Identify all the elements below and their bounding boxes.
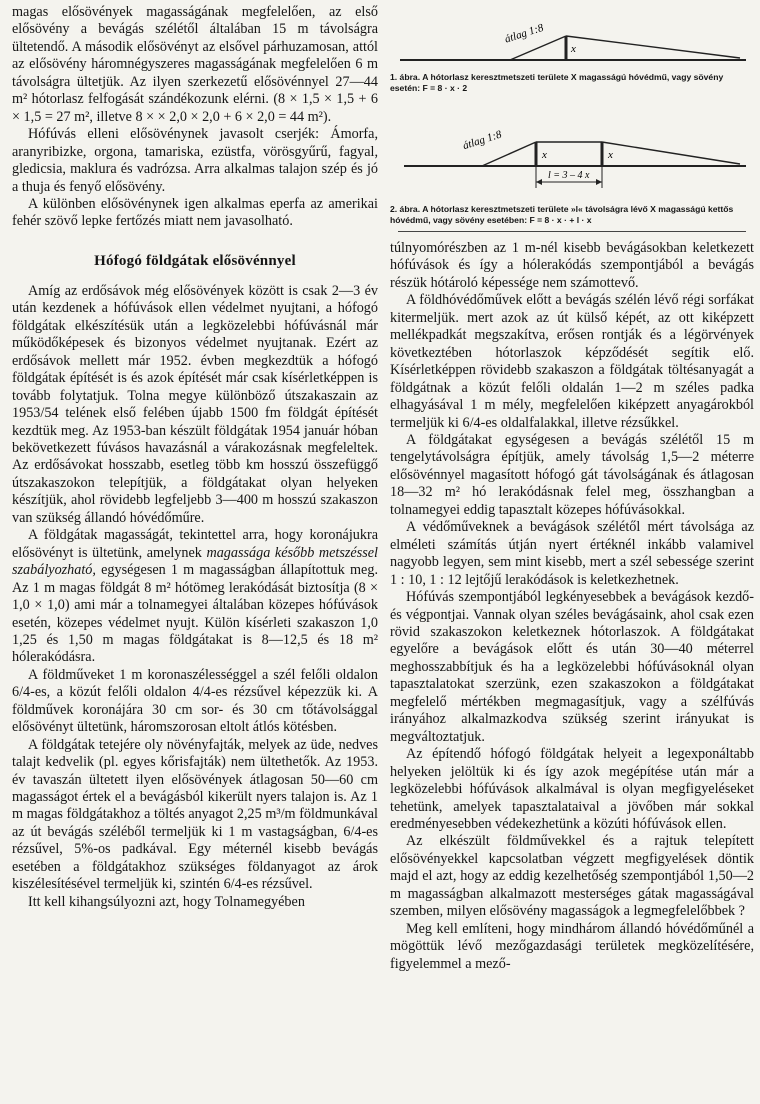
- figure-2-diagram: [390, 108, 754, 204]
- caption-text: A hótorlasz keresztmetszeti területe X magasságú hóvédmű, vagy sövény esetén:: [390, 72, 724, 93]
- paragraph-part: A földgátak magasságát, tekintettel arra, hogy koronájukra elősövényt is ültetünk, amelynek: [12, 527, 378, 561]
- figure-2-caption: [390, 204, 754, 225]
- caption-number: 1. ábra.: [390, 72, 421, 82]
- fig2-dimension-label: l = 3 – 4 x: [548, 170, 590, 181]
- caption-formula: F = 8 · x · + l · x: [529, 214, 592, 225]
- fig2-slope-label: átlag 1:8: [461, 128, 504, 153]
- paragraph: Az építendő hófogó földgátak helyeit a legexponáltabb helyeken jelöltük ki és így azok megépítése után már a legközelebbi hófúvások alkalmával is olyan megfigyeléseket tehetünk, amelyek tapasztalataival a jövőben már sokkal eredményesebben védekezhetünk a közúti hófúvások ellen.: [390, 746, 754, 832]
- left-column: [12, 4, 378, 911]
- paragraph: [12, 527, 378, 667]
- paragraph: A különben elősövénynek igen alkalmas eperfa az amerikai fehér szövő lepke fertőzés miatt nem javasolható.: [12, 195, 378, 230]
- figure-separator: [398, 231, 746, 232]
- paragraph: A védőműveknek a bevágások szélétől mért távolsága az elméleti számítás útján nyert értéknél inkább valamivel nagyobb legyen, sem mint kisebb, mert a szél sebessége szerint 1 : 10, 1 : 12 lejtőjű lerakódások is keletkezhetnek.: [390, 519, 754, 588]
- paragraph: Meg kell említeni, hogy mindhárom állandó hóvédőműnél a mögöttük lévő mezőgazdasági területek megközelítésére, figyelemmel a mező-: [390, 920, 754, 972]
- paragraph: Hófúvás szempontjából legkényesebbek a bevágások kezdő- és végpontjai. Vannak olyan széles bevágásaink, ahol csak ezen rövid szakaszokon keletkeznek hótorlaszok. A földgátakat egyelőre a bevágások előtt és után 30—40 méterrel meghosszabbítjuk és ha a legközelebbi hófúvásoknál olyan tapasztalatokat szerzünk, ezen szakaszokon a földgátakat megfelelő mértékben megmagasítjuk, vagy a szélfúvás irányához alkalmazkodva szükség szerint irányukat is megváltoztatjuk.: [390, 589, 754, 745]
- caption-formula: F = 8 · x · 2: [422, 82, 468, 93]
- figure-1-diagram: [390, 4, 754, 72]
- paragraph: A földgátak tetejére oly növényfajták, melyek az üde, nedves talajt kedvelik (pl. egyes kőrisfajták) nem ültethetők. Az 1953. év tavaszán ültetett ilyen elősövények átlagosan 50—60 cm magasságot értek el a bevágásból kikerült nyers talajon is. Az 1 m magas földgátakhoz a töltés anyagot 2,25 m³/m földmunkával az út bevágás széléből termeljük ki 1 m vastagságban, 6/4-es rézsűvel, 5%-os padkával. Egy méternél kisebb bevágás esetében a földgátakhoz szükséges földanyagot az árok kiszélesítésével termeljük ki, szintén 6/4-es rézsűvel.: [12, 736, 378, 893]
- paragraph: Az elkészült földművekkel és a rajtuk telepített elősövényekkel kapcsolatban végzett megfigyelések döntik majd el azt, hogy az eddig kezelhetőség szempontjából 1,50—2 m magasságban alkalmazott mesterséges gátak magasságával szemben, milyen elősövény magasságok a legmegfelelőbbek ?: [390, 833, 754, 920]
- paragraph: túlnyomórészben az 1 m-nél kisebb bevágásokban keletkezett hófúvások és így a hólerakódás szempontjából a bevágás részük hótároló képessége nem számottevő.: [390, 240, 754, 291]
- paragraph: Amíg az erdősávok még elősövények között is csak 2—3 év után kezdenek a hófúvások ellen védelmet nyujtani, a hófogó földgátak elkészítésük után a legközelebbi hófúvásnál már működőképesek és bizonyos védelmet nyujtanak. Ezért az erdősávok mellett már 1952. évben megkezdtük a hófogó földgátak építését is és azok építését már csak kísérletképpen is tovább folytatjuk. Tolna megye különböző útszakaszain az 1953/54 telének első felében újabb 1500 fm földgát építését kezdtük meg. Az 1953-ban készült földgátak 1954 január hóban bekövetkezett fúvásos havazásnál a várakozásnak megfeleltek. Az erdősávokat hosszabb, esetleg több km hosszú összefüggő útszakaszokon telepítjük, a földgátakat olyan helyeken készítjük, ahol rövidebb legfeljebb 3—400 m hosszú szakaszon van szükség állandó hóvédőműre.: [12, 282, 378, 526]
- paragraph: A földhóvédőművek előtt a bevágás szélén lévő régi sorfákat kitermeljük. mert azok az út külső képét, az ott kiképzett mellékpadkát megszakítva, erősen rontják és a légörvények következtében hótorlaszok képződését segítik elő. Kísérletképpen rövidebb szakaszon a földgátak töltésanyagát a földgátnak a közút felőli oldalán 1—2 m széles padka elhagyásával 1 m mély, megfelelően kiképzett anyagárokból termeljük ki 6/4-es oldalfalakkal, illetve rézsűkkel.: [390, 292, 754, 431]
- figure-2: [390, 108, 754, 240]
- figure-1: [390, 4, 754, 100]
- paragraph: A földgátakat egységesen a bevágás szélétől 15 m tengelytávolságra építjük, amely távolság 1,5—2 méterre elősövénnyel magasított hófogó gát távolságának és átlagosan 18—32 m² hó lerakódásnak felel meg, összhangban a tolnamegyei eddig tapasztalt közepes hófúvásokkal.: [390, 431, 754, 518]
- paragraph: Hófúvás elleni elősövénynek javasolt cserjék: Ámorfa, aranyribizke, orgona, tamariska, ezüstfa, vörösgyűrű, fagyal, gledicsia, maklura és vadrózsa. Arra alkalmas talajon szép és jó a thuja és fenyő elősövény.: [12, 126, 378, 195]
- paragraph: A földműveket 1 m koronaszélességgel a szél felőli oldalon 6/4-es, a közút felőli oldalon 4/4-es rézsűvel képezzük ki. A földművek koronájára 30 cm sor- és 30 cm tőtávolsággal elősövényt ültetünk, háromszorosan eltolt átlós kötésben.: [12, 666, 378, 736]
- fig2-x2-label: x: [608, 149, 613, 161]
- emphasis-text: magassága később metszéssel szabályozható,: [12, 544, 378, 579]
- paragraph: Itt kell kihangsúlyozni azt, hogy Tolnamegyében: [28, 893, 305, 910]
- fig1-slope-label: átlag 1:8: [503, 21, 546, 46]
- paragraph: magas elősövények magasságának megfelelően, az első elősövény a bevágás szélétől általában 15 m távolságra ültetendő. A második elősövényt az elsővel párhuzamosan, attól az elősövény háromnégyszeres magasságának megfelelően 6 m távolságra ültetjük. Az ilyen szerkezetű elősövénnyel 27—44 m² hótorlasz felfogását szándékozunk elérni. (8 × 1,5 × 1,5 + 6 × 1,5 = 27 m², illetve 8 × × 2,0 × 2,0 + 6 × 2,0 = 44 m²).: [12, 4, 378, 125]
- section-heading: Hófogó földgátak elősövénnyel: [94, 252, 296, 269]
- fig1-slope-right: [566, 36, 740, 58]
- fig2-x-label: x: [542, 149, 547, 161]
- caption-text: A hótorlasz keresztmetszeti területe »l« távolságra lévő X magasságú kettős hóvédmű, vagy sövény esetében:: [390, 204, 734, 225]
- right-column: [390, 4, 754, 973]
- caption-number: 2. ábra.: [390, 204, 421, 214]
- figure-1-caption: [390, 72, 754, 93]
- fig1-x-label: x: [571, 43, 576, 55]
- paragraph-part: egységesen 1 m magasságban állapítottuk meg. Az 1 m magas földgát 8 m² hótömeg lerakódását biztosítja (8 × 1,0 × 1,0) ami már a tolnamegyei általában közepes hófúvások esetén, közepes védelmet nyujt. Külön kísérleti szakaszon 1,0 1,25 és 1,50 m magas földgátakat is 8—12,5 és 18 m² hólerakódásra.: [12, 562, 378, 666]
